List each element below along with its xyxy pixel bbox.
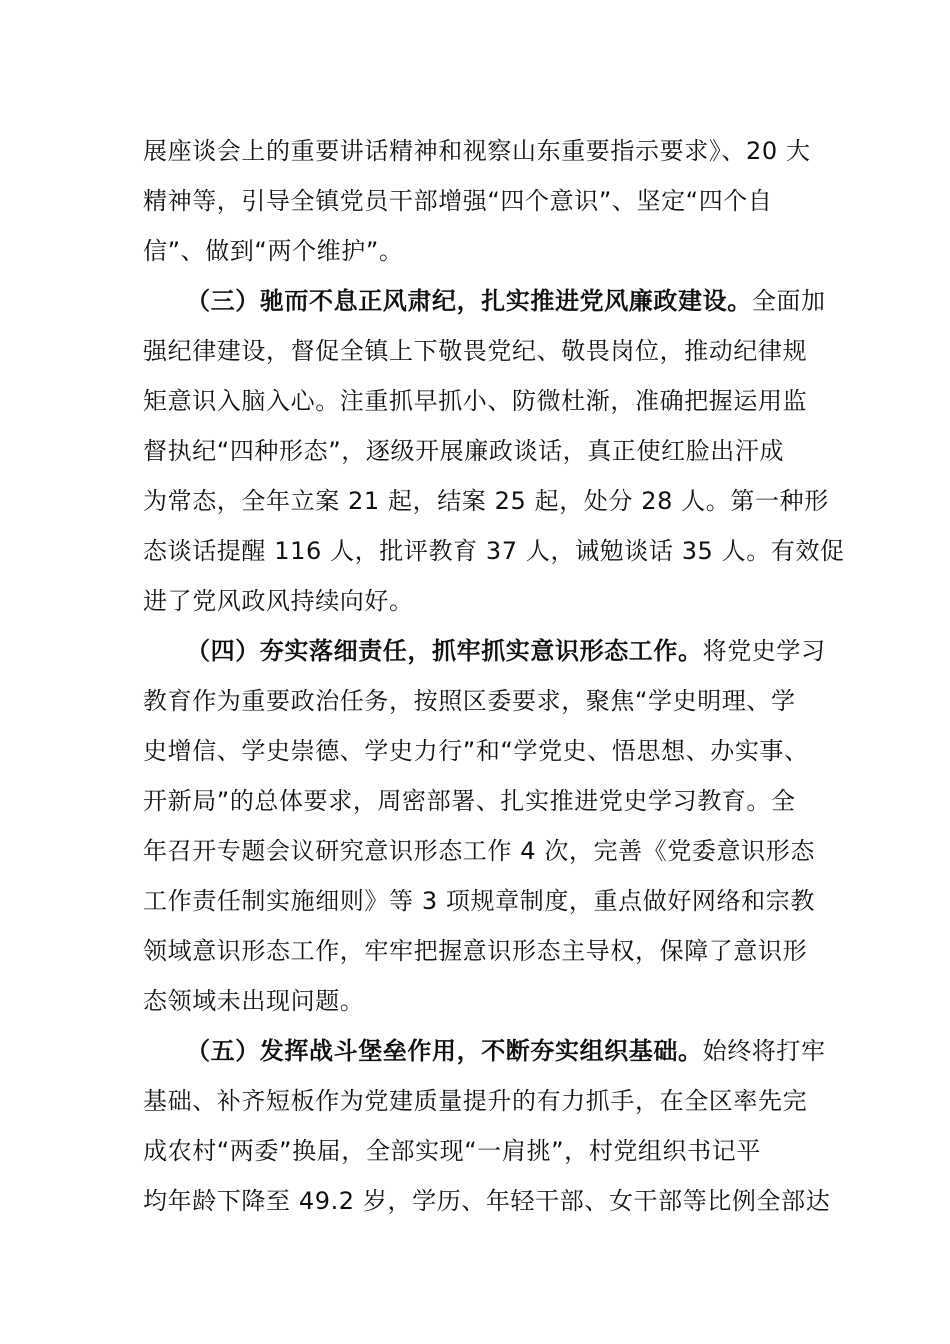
section-four-line [186, 635, 826, 667]
text-line: 工作责任制实施细则》等 3 项规章制度，重点做好网络和宗教 [143, 887, 815, 915]
text-line: 教育作为重要政治任务，按照区委要求，聚焦“学史明理、学 [143, 687, 796, 715]
text-line: 强纪律建设，督促全镇上下敬畏党纪、敬畏岗位，推动纪律规 [143, 337, 808, 365]
text-line: 督执纪“四种形态”，逐级开展廉政谈话，真正使红脸出汗成 [143, 437, 785, 465]
text-line: 为常态，全年立案 21 起，结案 25 起，处分 28 人。第一种形 [143, 487, 829, 515]
text-line: 态谈话提醒 116 人，批评教育 37 人，诫勉谈话 35 人。有效促 [143, 537, 845, 565]
text-line: 精神等，引导全镇党员干部增强“四个意识”、坚定“四个自 [143, 187, 773, 215]
text-line: 矩意识入脑入心。注重抓早抓小、防微杜渐，准确把握运用监 [143, 387, 808, 415]
text-line: 展座谈会上的重要讲话精神和视察山东重要指示要求》、20 大 [143, 137, 811, 165]
text-line: 均年龄下降至 49.2 岁，学历、年轻干部、女干部等比例全部达 [143, 1187, 831, 1215]
section-five-heading: （五）发挥战斗堡垒作用，不断夯实组织基础。 [186, 1037, 703, 1065]
text-line: 态领域未出现问题。 [143, 987, 365, 1015]
text-line: 成农村“两委”换届，全部实现“一肩挑”，村党组织书记平 [143, 1137, 761, 1165]
text-line: 领域意识形态工作，牢牢把握意识形态主导权，保障了意识形 [143, 937, 808, 965]
text-line: 年召开专题会议研究意识形态工作 4 次，完善《党委意识形态 [143, 837, 815, 865]
text-line: 始终将打牢 [702, 1037, 826, 1065]
section-three-heading: （三）驰而不息正风肃纪，扎实推进党风廉政建设。 [186, 287, 752, 315]
section-four-heading: （四）夯实落细责任，抓牢抓实意识形态工作。 [186, 637, 703, 665]
text-line: 史增信、学史崇德、学史力行”和“学党史、悟思想、办实事、 [143, 737, 809, 765]
section-three-line [186, 285, 826, 317]
text-line: 进了党风政风持续向好。 [143, 587, 414, 615]
text-line: 基础、补齐短板作为党建质量提升的有力抓手，在全区率先完 [143, 1087, 808, 1115]
text-line: 信”、做到“两个维护”。 [143, 237, 404, 265]
text-line: 开新局”的总体要求，周密部署、扎实推进党史学习教育。全 [143, 787, 796, 815]
text-line: 全面加 [751, 287, 826, 315]
text-line: 将党史学习 [702, 637, 826, 665]
section-five-line [186, 1035, 826, 1067]
